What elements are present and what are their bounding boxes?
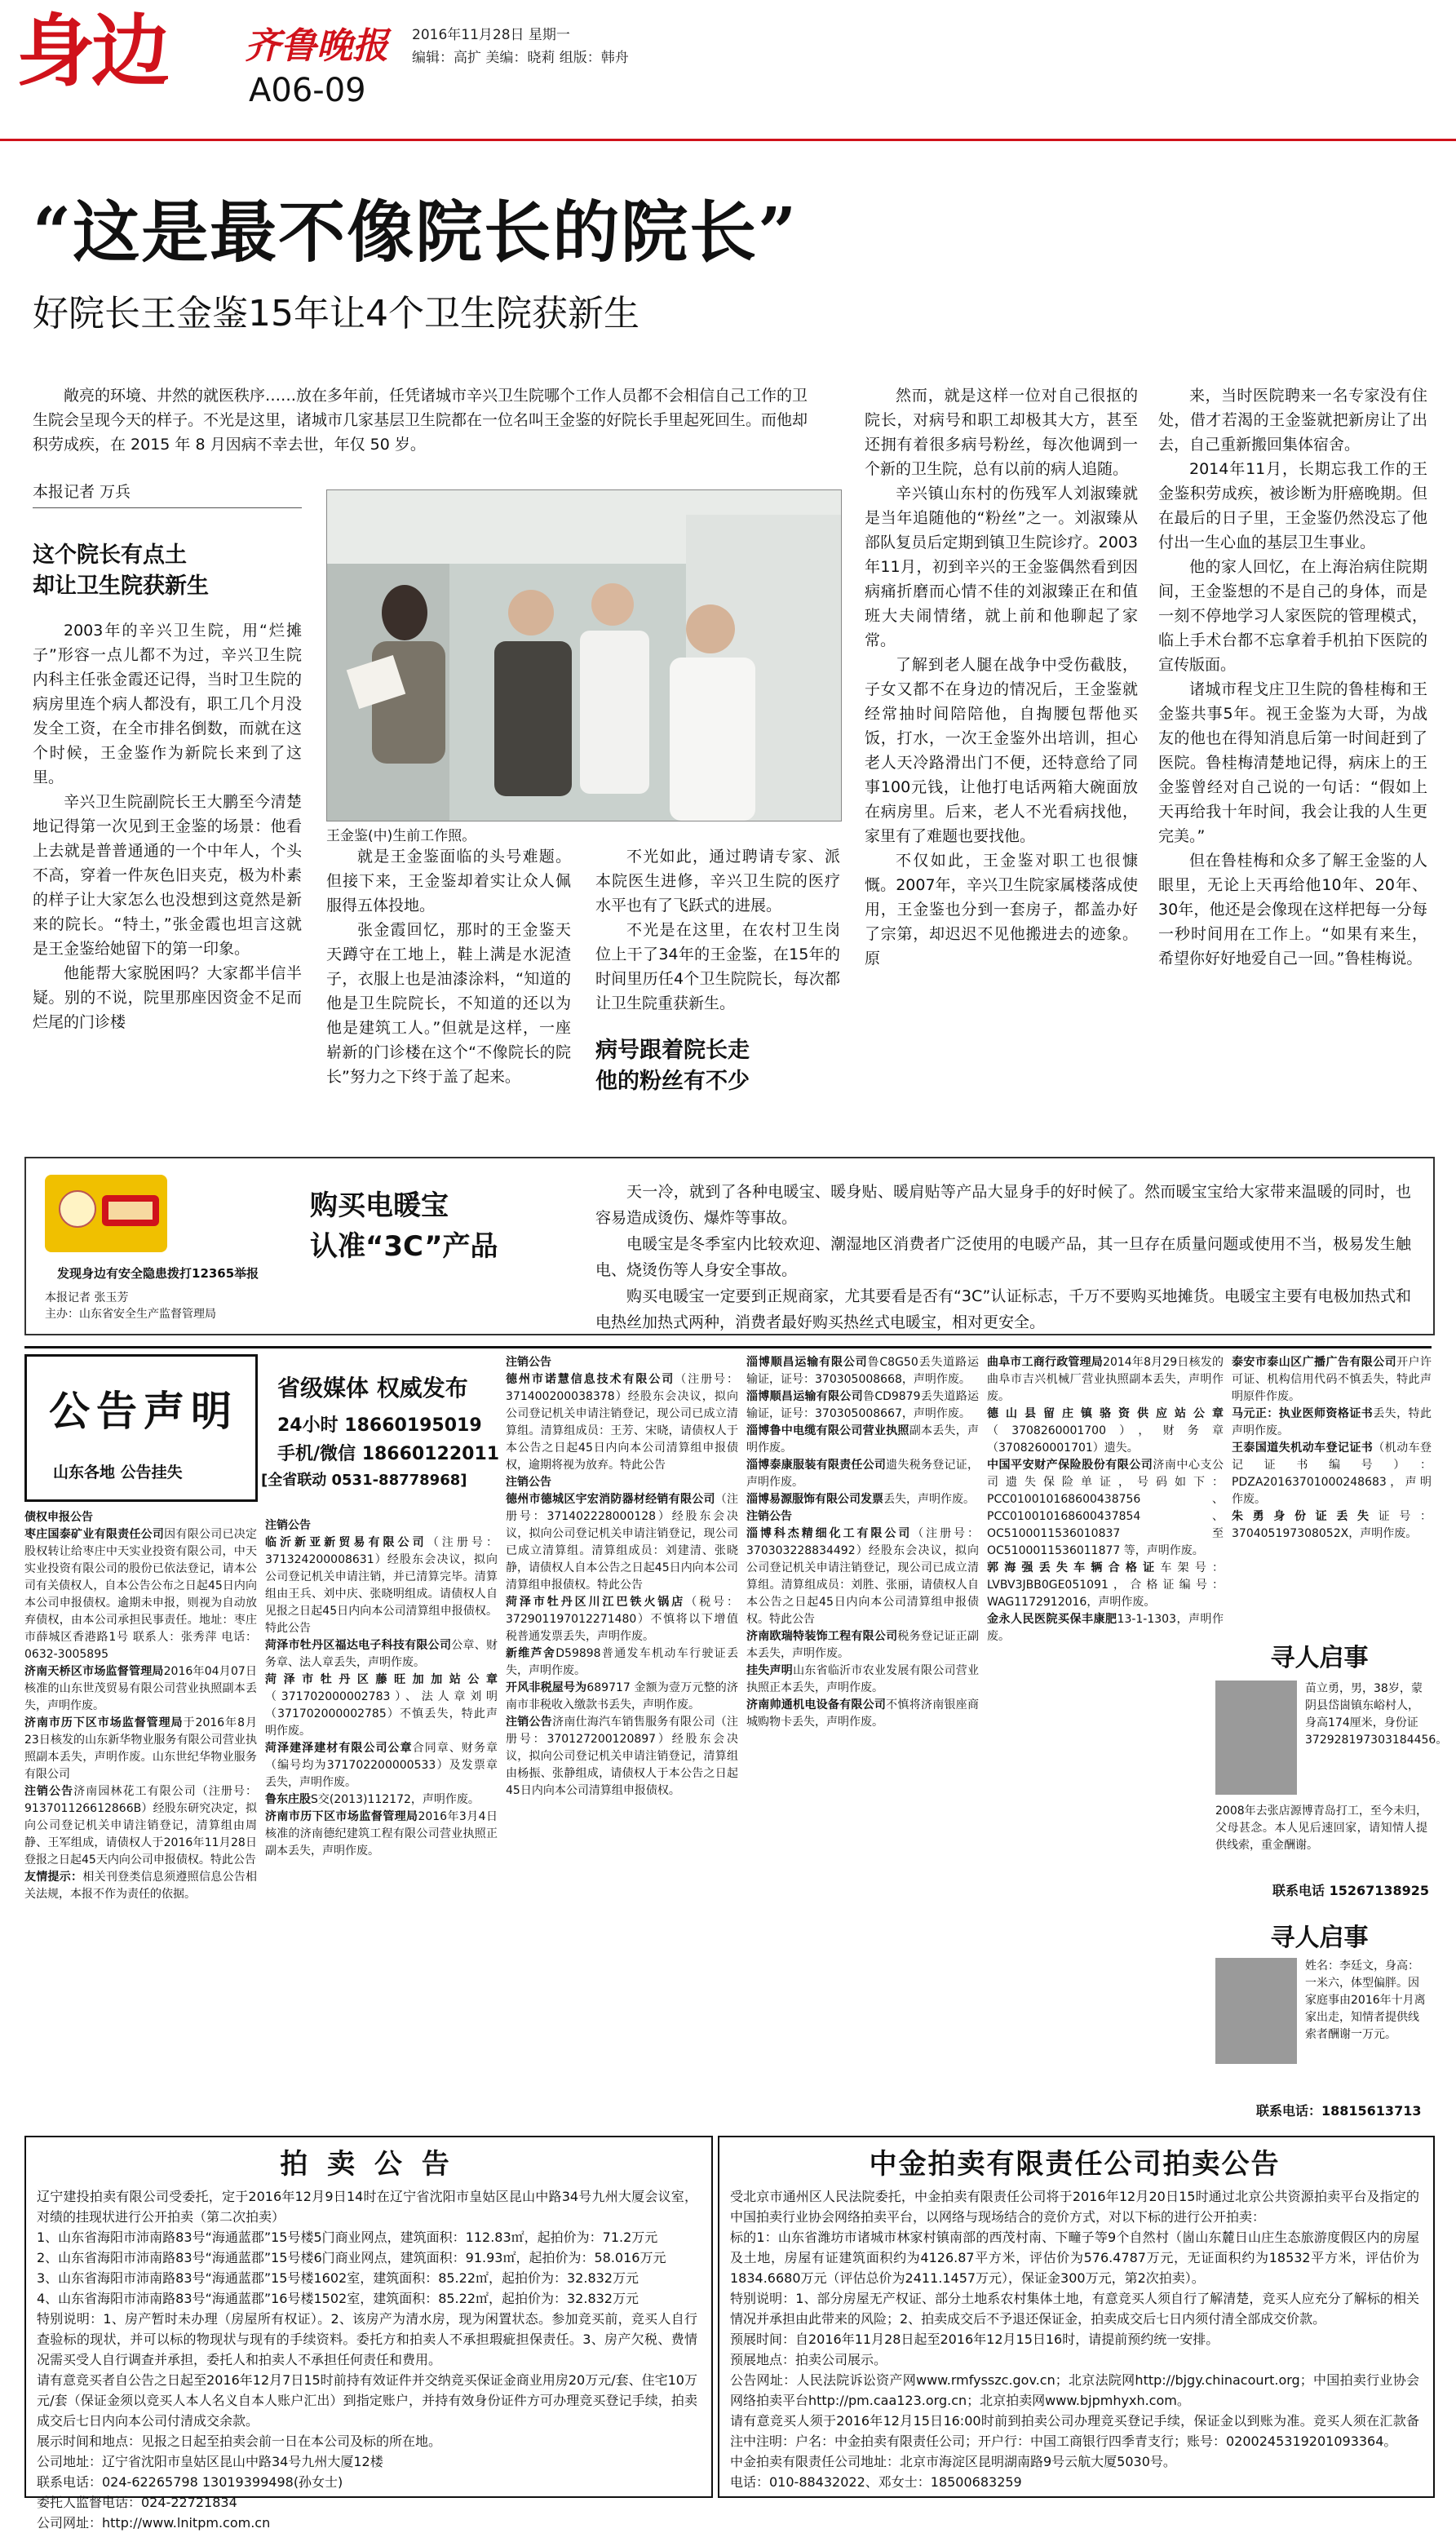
notice-item xyxy=(506,1645,738,1680)
notice-text: 相关刊登类信息须遵照信息公告相关法规，本报不作为责任的依据。 xyxy=(24,1871,258,1901)
article-column-4 xyxy=(865,383,1138,971)
notice-text: 副本丢失，声明作废。 xyxy=(746,1424,980,1455)
notice-item xyxy=(265,1791,498,1809)
notice-item xyxy=(24,1663,257,1715)
notice-text: 济南园林花工有限公司（注册号：913701126612866B）经股东研究决定，拟向公司登记机关申请注销登记，清算组由周静、王军组成，请债权人于2016年11月28日登报之日起45天内向公司申报债权。特此公告 xyxy=(24,1785,258,1867)
notice-heading: 债权申报公告 xyxy=(24,1511,93,1524)
notice-text: 2016年04月07日核准的山东世茂贸易有限公司营业执照副本丢失，声明作废。 xyxy=(24,1665,257,1712)
notice-text: （机动车登记证书编号）：PDZA20163701000248683，声明作废。 xyxy=(1232,1441,1432,1506)
paragraph: 不光是在这里，在农村卫生岗位上干了34年的王金鉴，在15年的时间里历任4个卫生院院长，每次都让卫生院重获新生。 xyxy=(595,921,840,1012)
photo-caption: 王金鉴(中)生前工作照。 xyxy=(326,828,476,844)
paragraph: 购买电暖宝一定要到正规商家，尤其要看是否有“3C”认证标志，千万不要购买地摊货。电暖宝主要有电极加热式和电热丝加热式两种，消费者最好购买热丝式电暖宝，相对更安全。 xyxy=(595,1287,1411,1331)
notice-heading: 挂失声明 xyxy=(746,1664,794,1677)
paragraph: 请有意竞买人须于2016年12月15日16:00时前到拍卖公司办理竞买登记手续，保证金以到账为准。竞买人须在汇款备注中注明：户名：中金拍卖有限责任公司；开户行：中国工商银行四季青支行；账号：0200245319201093364。 xyxy=(730,2413,1419,2449)
notice-text: 鲁CD9879丢失道路运输证，证号：370305008667，声明作废。 xyxy=(746,1390,980,1420)
notice-heading: 泰安市泰山区广播广告有限公司 xyxy=(1232,1356,1397,1369)
ad-title-line2: 认准“3C”产品 xyxy=(310,1230,498,1263)
notice-column-4 xyxy=(746,1354,979,1731)
article-lead: 敞亮的环境、井然的就医秩序……放在多年前，任凭诸城市辛兴卫生院哪个工作人员都不会相信自己工作的卫生院会呈现今天的样子。不光是这里，诸城市几家基层卫生院都在一位名叫王金鉴的好院长手里起死回生。而他却积劳成疾，在 2015 年 8 月因病不幸去世，年仅 50 岁。 xyxy=(33,387,808,454)
paragraph: 4、山东省海阳市沛南路83号“海通蓝郡”16号楼1502室，建筑面积：85.22㎡，起拍价为：32.832万元 xyxy=(37,2291,639,2306)
notice-item xyxy=(746,1508,979,1526)
notice-item xyxy=(265,1809,498,1860)
paragraph: 张金霞回忆，那时的王金鉴天天蹲守在工地上，鞋上满是水泥渣子，衣服上也是油漆涂料，“知道的他是卫生院院长，不知道的还以为他是建筑工人。”但就是这样，一座崭新的门诊楼在这个“不像院长的院长”努力之下终于盖了起来。 xyxy=(326,921,571,1086)
notice-heading: 淄博泰康服装有限责任公司 xyxy=(746,1459,887,1472)
notice-heading: 曲阜市工商行政管理局 xyxy=(987,1356,1104,1369)
notice-text: 因有限公司已决定股权转让给枣庄中天实业投资有限公司，中天实业投资有限公司的股份已依法登记，请本公司有关债权人，自本公告公布之日起45日内向本公司申报债权。逾期未申报，则视为自动放弃债权，由本公司承担民事责任。地址：枣庄市薛城区香港路1号 联系人：张秀萍 电话：0632-3005895 xyxy=(24,1528,258,1661)
byline: 本报记者 万兵 xyxy=(33,483,131,501)
notice-text: 济南仕海汽车销售服务有限公司（注册号：370127200120897）经股东会决议，拟向公司登记机关申请注销登记，清算组由杨振、张静组成，请债权人于本公告之日起45日内向本公司清算组申报债权。 xyxy=(506,1716,739,1797)
notice-heading: 金永人民医院买保丰康肥 xyxy=(987,1613,1117,1626)
notice-heading: 菏泽建泽建材有限公司公章 xyxy=(265,1742,413,1755)
ad-body xyxy=(595,1179,1411,1335)
notice-heading: 淄博易源服饰有限公司发票 xyxy=(746,1493,883,1506)
notice-text: 丢失，声明作废。 xyxy=(883,1493,975,1506)
paragraph: 3、山东省海阳市沛南路83号“海通蓝郡”15号楼1602室，建筑面积：85.22㎡，起拍价为：32.832万元 xyxy=(37,2270,639,2286)
notice-item xyxy=(506,1354,738,1371)
notice-item xyxy=(506,1491,738,1594)
notice-rule xyxy=(24,1346,1432,1348)
notice-item xyxy=(265,1517,498,1534)
notice-item xyxy=(987,1406,1224,1457)
notice-item xyxy=(24,1526,257,1663)
notice-heading: 注销公告 xyxy=(506,1356,551,1369)
notice-item xyxy=(265,1534,498,1637)
notice-item xyxy=(987,1354,1224,1406)
paragraph: 辽宁建投拍卖有限公司受委托，定于2016年12月9日14时在辽宁省沈阳市皇姑区昆山中路34号九州大厦会议室，对绩的挂现状进行公开拍卖（第二次拍卖） xyxy=(37,2189,697,2225)
paragraph: 他能帮大家脱困吗？大家都半信半疑。别的不说，院里那座因资金不足而烂尾的门诊楼 xyxy=(33,964,302,1031)
notice-heading: 淄博鲁中电缆有限公司营业执照 xyxy=(746,1424,909,1437)
notice-text: （注册号：371400200038378）经股东会决议，拟向公司登记机关申请注销登记，现公司已成立清算组。清算组成员：王芳、宋晓，请债权人于本公告之日起45日内向本公司清算组申报债权，逾期将视为放弃。特此公告 xyxy=(506,1373,738,1472)
header-rule xyxy=(0,139,1456,141)
notice-text: 鲁C8G50丢失道路运输证，证号：370305008668，声明作废。 xyxy=(746,1356,979,1386)
notice-text: 合同章、财务章（编号均为371702200000533）及发票章丢失，声明作废。 xyxy=(265,1742,498,1789)
notice-item xyxy=(1232,1508,1432,1543)
paragraph: 特别说明：1、房产暂时未办理（房屋所有权证）。2、该房产为清水房，现为闲置状态。参加竞买前，竞买人自行查验标的现状，并可以标的物现状与现有的手续资料。委托方和拍卖人不承担瑕疵担保责任。3、房产欠税、费情况需买受人自行调查并承担，委托人和拍卖人不承担任何责任和费用。 xyxy=(37,2311,697,2367)
notice-heading: 济南市历下区市场监督管理局 xyxy=(265,1810,418,1823)
notice-item xyxy=(987,1611,1224,1645)
notice-text: 税务登记证正副本丢失，声明作废。 xyxy=(746,1630,980,1660)
notice-heading: 德州市诺慧信息技术有限公司 xyxy=(506,1373,675,1386)
paragraph: 请有意竞买者自公告之日起至2016年12月7日15时前持有效证件并交纳竞买保证金商业用房20万元/套、住宅10万元/套（保证金须以竞买人本人名义自本人账户汇出）到指定账户，并持有效身份证件方可办理竞买登记手续，拍卖成交后七日内向本公司付清成交余款。 xyxy=(37,2372,697,2429)
newspaper-logo: 齐鲁晚报 xyxy=(245,25,388,67)
notice-phone-2: 手机/微信 18660122011 xyxy=(277,1444,500,1464)
missing-person-text: 苗立勇，男，38岁，蒙阴县岱崮镇东峪村人，身高174厘米，身份证372928197303184456。 xyxy=(1305,1682,1448,1747)
notice-item xyxy=(265,1740,498,1791)
paragraph: 标的1：山东省潍坊市诸城市林家村镇南部的西茂村南、下疃子等9个自然村（崮山东麓日山庄生态旅游度假区内的房屋及土地，房屋有证建筑面积约为4126.87平方米，评估价为576.4787万元，无证面积约为18532平方米，评估价为1834.6680万元（评估总价为2411.1457万元），保证金300万元，第2次拍卖）。 xyxy=(730,2230,1419,2286)
notice-text: （3708260001700），财务章（3708260001701）遗失。 xyxy=(987,1424,1224,1455)
notice-item xyxy=(746,1354,979,1388)
paragraph: 公司地址：辽宁省沈阳市皇姑区昆山中路34号九州大厦12楼 xyxy=(37,2454,383,2469)
notice-heading: 菏泽市牡丹区藤旺加加站公章 xyxy=(265,1673,498,1686)
notice-column-3 xyxy=(506,1354,738,1800)
notice-text: 济南中心支公司遗失保险单证，号码如下：PCC010010168600438756、PCC010010168600437854、OC5100011536010837 至 OC5100011536011877 等，声明作废。 xyxy=(987,1459,1224,1557)
notice-item xyxy=(746,1388,979,1423)
auction-2-body xyxy=(730,2186,1419,2492)
notice-text: 2016年3月4日核准的济南德纪建筑工程有限公司营业执照正副本丢失，声明作废。 xyxy=(265,1810,498,1858)
notice-text: （税号：372901197012271480）不慎将以下增值税普通发票丢失，声明作废。 xyxy=(506,1596,738,1643)
article-subhead: 病号跟着院长走 他的粉丝有不少 xyxy=(595,1038,750,1094)
paragraph: 2、山东省海阳市沛南路83号“海通蓝郡”15号楼6门商业网点，建筑面积：91.93㎡，起拍价为：58.016万元 xyxy=(37,2250,666,2265)
byline-rule xyxy=(33,507,302,508)
notice-text: 不慎将济南银座商城购物卡丢失，声明作废。 xyxy=(746,1698,980,1729)
safety-cartoon-icon xyxy=(45,1175,167,1252)
notice-heading: 开风非税屋号为 xyxy=(506,1681,587,1694)
notice-column-1 xyxy=(24,1509,257,1903)
notice-heading: 菏泽市牡丹区福达电子科技有限公司 xyxy=(265,1639,452,1652)
paragraph: 来，当时医院聘来一名专家没有住处，借才若渴的王金鉴就把新房让了出去，自己重新搬回集体宿舍。 xyxy=(1158,387,1427,454)
article-photo xyxy=(326,489,842,821)
notice-item xyxy=(987,1457,1224,1560)
notice-text: S交(2013)112172，声明作废。 xyxy=(311,1793,480,1806)
notice-heading: 济南天桥区市场监督管理局 xyxy=(24,1665,164,1678)
notice-heading: 注销公告 xyxy=(746,1510,792,1523)
notice-item xyxy=(265,1672,498,1740)
missing-person-2-phone: 联系电话：18815613713 xyxy=(1256,2103,1422,2119)
paragraph: 辛兴镇山东村的伤残军人刘淑臻就是当年追随他的“粉丝”之一。刘淑臻从部队复员后定期到镇卫生院诊疗。2003年11月，初到辛兴的王金鉴偶然看到因病痛折磨而心情不佳的刘淑臻正在和值班大夫闹情绪，就上前和他聊起了家常。 xyxy=(865,485,1138,649)
paragraph: 展示时间和地点：见报之日起至拍卖会前一日在本公司及标的所在地。 xyxy=(37,2433,442,2449)
headline: “这是最不像院长的院长” xyxy=(33,193,799,272)
notice-item xyxy=(746,1628,979,1663)
notice-text: 于2016年8月23日核发的山东新华物业服务有限公司营业执照副本丢失，声明作废。山东世纪华物业服务有限公司 xyxy=(24,1716,258,1781)
notice-title: 公告声明 xyxy=(49,1387,238,1435)
editor-credits: 编辑：高扩 美编：晓莉 组版：韩舟 xyxy=(412,50,629,66)
notice-heading: 郭海强丢失车辆合格证 xyxy=(987,1561,1161,1574)
notice-text: （371702000002783）、法人章刘明（371702000002785）不慎丢失，特此声明作废。 xyxy=(265,1690,498,1738)
paragraph: 特别说明：1、部分房屋无产权证、部分土地系农村集体土地，有意竞买人须自行了解清楚，竞买人应充分了解标的相关情况并承担由此带来的风险；2、拍卖成交后不予退还保证金，拍卖成交后七日内须付清全部成交价款。 xyxy=(730,2291,1419,2327)
auction-1-body xyxy=(37,2186,697,2533)
missing-person-photo xyxy=(1215,1681,1297,1795)
notice-text: （注册号：370303228834492）经股东会决议，拟向公司登记机关申请注销登记，现公司已成立清算组。清算组成员：刘胜、张丽，请债权人自本公告之日起45日内向本公司清算组申报债权。特此公告 xyxy=(746,1527,979,1626)
notice-heading: 临沂新亚新贸易有限公司 xyxy=(265,1536,427,1549)
missing-person-2-title: 寻人启事 xyxy=(1270,1924,1369,1952)
paragraph: 就是王金鉴面临的头号难题。但接下来，王金鉴却着实让众人佩服得五体投地。 xyxy=(326,848,571,914)
notice-heading: 友情提示： xyxy=(24,1871,83,1884)
notice-item xyxy=(24,1869,257,1903)
notice-heading: 注销公告 xyxy=(506,1716,553,1729)
photo-illustration xyxy=(327,490,841,821)
notice-item xyxy=(506,1371,738,1474)
article-column-5 xyxy=(1158,383,1427,971)
notice-text: （注册号：371324200008631）经股东会决议，拟向公司登记机关申请注销，并已清算完毕。清算组由王兵、刘中庆、张晓明组成。请债权人自见报之日起45日内向本公司清算组申报债权。特此公告 xyxy=(265,1536,498,1635)
notice-heading: 枣庄国泰矿业有限责任公司 xyxy=(24,1528,165,1541)
page-number: A06-09 xyxy=(249,72,366,109)
missing-person-phone: 联系电话 15267138925 xyxy=(1272,1883,1430,1898)
missing-person-2-text: 姓名：李廷文，身高：一米六，体型偏胖。因家庭事由2016年十月离家出走，知情者提供线索者酬谢一万元。 xyxy=(1305,1960,1426,2041)
notice-item xyxy=(24,1509,257,1526)
notice-item xyxy=(506,1714,738,1800)
paragraph: 中金拍卖有限责任公司地址：北京市海淀区昆明湖南路9号云航大厦5030号。 xyxy=(730,2454,1176,2469)
ad-title-line1: 购买电暖宝 xyxy=(310,1189,449,1222)
notice-text: 车架号：LVBV3JBB0GE051091，合格证编号：WAG1172912016，声明作废。 xyxy=(987,1561,1224,1609)
paragraph: 天一冷，就到了各种电暖宝、暖身贴、暖肩贴等产品大显身手的好时候了。然而暖宝宝给大家带来温暖的同时，也容易造成烫伤、爆炸等事故。 xyxy=(595,1183,1411,1227)
notice-region: 山东各地 公告挂失 xyxy=(53,1464,183,1481)
notice-heading: 新维芦舍 xyxy=(506,1647,556,1660)
paragraph: 1、山东省海阳市沛南路83号“海通蓝郡”15号楼5门商业网点，建筑面积：112.83㎡，起拍价为：71.2万元 xyxy=(37,2230,658,2245)
notice-text: （注册号：371402228000128）经股东会决议，拟向公司登记机关申请注销登记，现公司已成立清算组。清算组成员：刘建清、张晓静，请债权人自本公告之日起45日内向本公司清算组申报债权。特此公告 xyxy=(506,1493,739,1592)
notice-phone-1: 24小时 18660195019 xyxy=(277,1415,482,1436)
notice-heading: 王泰国道失机动车登记证书 xyxy=(1232,1441,1374,1455)
paragraph: 辛兴卫生院副院长王大鹏至今清楚地记得第一次见到王金鉴的场景：他看上去就是普普通通的一个中年人，个头不高，穿着一件灰色旧夹克，极为朴素的样子让大家怎么也没想到这竟然是新来的院长。“特土，”张金霞也坦言这就是王金鉴给她留下的第一印象。 xyxy=(33,793,302,958)
notice-item xyxy=(24,1715,257,1783)
notice-text: 2014年8月29日核发的曲阜市吉兴机械厂营业执照副本丢失，声明作废。 xyxy=(987,1356,1224,1403)
notice-heading: 注销公告 xyxy=(265,1519,311,1532)
notice-text: 开户许可证、机构信用代码不慎丢失，特此声明原件作废。 xyxy=(1232,1356,1432,1403)
notice-text: 山东省临沂市农业发展有限公司营业执照正本丢失，声明作废。 xyxy=(746,1664,980,1694)
notice-item xyxy=(265,1637,498,1672)
notice-heading: 注销公告 xyxy=(506,1476,551,1489)
issue-date: 2016年11月28日 星期一 xyxy=(412,27,570,43)
notice-column-6 xyxy=(1232,1354,1432,1543)
ad-hotline: 发现身边有安全隐患拨打12365举报 xyxy=(57,1266,259,1281)
paragraph: 预展地点：拍卖公司展示。 xyxy=(730,2352,887,2367)
notice-heading: 鲁东庄股 xyxy=(265,1793,311,1806)
article-column-1 xyxy=(33,540,302,1034)
paragraph: 电暖宝是冬季室内比较欢迎、潮湿地区消费者广泛使用的电暖产品，其一旦存在质量问题或使用不当，极易发生触电、烧烫伤等人身安全事故。 xyxy=(595,1235,1411,1279)
article-column-3 xyxy=(595,844,840,1114)
notice-item xyxy=(746,1457,979,1491)
notice-heading: 淄博科杰精细化工有限公司 xyxy=(746,1527,913,1540)
paragraph: 不仅如此，王金鉴对职工也很慷慨。2007年，辛兴卫生院家属楼落成使用，王金鉴也分到一套房子，都盖办好了宗第，却迟迟不见他搬进去的迹象。原 xyxy=(865,852,1138,968)
notice-text: D59898普通发车机动车行驶证丢失，声明作废。 xyxy=(506,1647,738,1677)
paragraph: 2014年11月，长期忘我工作的王金鉴积劳成疾，被诊断为肝癌晚期。但在最后的日子里，王金鉴仍然没忘了他付出一生心血的基层卫生事业。 xyxy=(1158,460,1427,551)
notice-item xyxy=(1232,1440,1432,1508)
paragraph: 公司网址：http://www.lnitpm.com.cn xyxy=(37,2515,271,2531)
missing-person-details: 2008年去张店源博青岛打工，至今未归，父母甚念。本人见后速回家，请知情人提供线索，重金酬谢。 xyxy=(1215,1805,1427,1852)
paragraph: 不光如此，通过聘请专家、派本院医生进修，辛兴卫生院的医疗水平也有了飞跃式的进展。 xyxy=(595,848,840,914)
section-title: 身边 xyxy=(16,5,166,97)
notice-column-5 xyxy=(987,1354,1224,1645)
notice-heading: 淄博顺昌运输有限公司 xyxy=(746,1356,868,1369)
notice-heading: 朱勇身份证丢失 xyxy=(1232,1510,1379,1523)
notice-heading: 淄博顺昌运输有限公司 xyxy=(746,1390,864,1403)
notice-item xyxy=(24,1783,257,1869)
paragraph: 2003年的辛兴卫生院，用“烂摊子”形容一点儿都不为过，辛兴卫生院内科主任张金霞还记得，当时卫生院的病房里连个病人都没有，职工几个月没发全工资，在全市排名倒数，而就在这个时候，王金鉴作为新院长来到了这里。 xyxy=(33,622,302,786)
notice-item xyxy=(746,1423,979,1457)
auction-1-title: 拍 卖 公 告 xyxy=(280,2148,454,2181)
auction-2-title: 中金拍卖有限责任公司拍卖公告 xyxy=(869,2148,1281,2181)
missing-person-title: 寻人启事 xyxy=(1270,1644,1369,1672)
ad-host: 主办：山东省安全生产监督管理局 xyxy=(45,1308,216,1321)
notice-item xyxy=(1232,1354,1432,1406)
ad-reporter: 本报记者 张玉芳 xyxy=(45,1291,129,1304)
notice-item xyxy=(506,1680,738,1714)
paragraph: 他的家人回忆，在上海治病住院期间，王金鉴想的不是自己的身体，而是一刻不停地学习人家医院的管理模式，临上手术台都不忘拿着手机拍下医院的宣传版面。 xyxy=(1158,558,1427,674)
notice-heading: 济南市历下区市场监督管理局 xyxy=(24,1716,184,1729)
notice-slogan: 省级媒体 权威发布 xyxy=(277,1375,468,1402)
notice-item xyxy=(506,1474,738,1491)
paragraph: 诸城市程戈庄卫生院的鲁桂梅和王金鉴共事5年。视王金鉴为大哥，为战友的他也在得知消息后第一时间赶到了医院。鲁桂梅清楚地记得，病床上的王金鉴曾经对自己说的一句话：“假如上天再给我十年时间，我会让我的人生更完美。” xyxy=(1158,680,1427,845)
notice-item xyxy=(746,1491,979,1508)
notice-heading: 济南欧瑞特装饰工程有限公司 xyxy=(746,1630,898,1643)
notice-text: 689717 金额为壹万元整的济南市非税收入缴款书丢失，声明作废。 xyxy=(506,1681,738,1712)
notice-item xyxy=(506,1594,738,1645)
missing-person-2-photo xyxy=(1215,1958,1297,2064)
notice-heading: 马元正：执业医师资格证书 xyxy=(1232,1407,1374,1420)
paragraph: 委托人监督电话：024-22721834 xyxy=(37,2495,237,2510)
notice-heading: 济南帅通机电设备有限公司 xyxy=(746,1698,887,1712)
notice-heading: 中国平安财产保险股份有限公司 xyxy=(987,1459,1153,1472)
paragraph: 预展时间：自2016年11月28日起至2016年12月15日16时，请提前预约统一安排。 xyxy=(730,2332,1219,2347)
paragraph: 电话：010-88432022、邓女士：18500683259 xyxy=(730,2474,1022,2490)
notice-heading: 德山县留庄镇骆资供应站公章 xyxy=(987,1407,1224,1420)
notice-province-line: [全省联动 0531-88778968] xyxy=(261,1472,467,1489)
notice-item xyxy=(987,1560,1224,1611)
notice-heading: 注销公告 xyxy=(24,1785,74,1798)
notice-item xyxy=(746,1663,979,1697)
paragraph: 然而，就是这样一位对自己很抠的院长，对病号和职工却极其大方，甚至还拥有着很多病号粉丝，每次他调到一个新的卫生院，总有以前的病人追随。 xyxy=(865,387,1138,478)
notice-text: 遗失税务登记证，声明作废。 xyxy=(746,1459,980,1489)
paragraph: 公告网址：人民法院诉讼资产网www.rmfysszc.gov.cn；北京法院网http://bjgy.chinacourt.org；中国拍卖行业协会网络拍卖平台http://pm.caa123.org.cn；北京拍卖网www.bjpmhyxh.com。 xyxy=(730,2372,1419,2408)
notice-heading: 德州市德城区宇宏消防器材经销有限公司 xyxy=(506,1493,715,1506)
notice-column-2 xyxy=(265,1517,498,1860)
paragraph: 联系电话：024-62265798 13019399498(孙女士) xyxy=(37,2474,343,2490)
notice-item xyxy=(746,1526,979,1628)
notice-text: 证号：370405197308052X，声明作废。 xyxy=(1232,1510,1432,1540)
paragraph: 受北京市通州区人民法院委托，中金拍卖有限责任公司将于2016年12月20日15时通过北京公共资源拍卖平台及指定的中国拍卖行业协会网络拍卖平台，以网络与现场结合的竞价方式，对以下标的进行公开拍卖： xyxy=(730,2189,1419,2225)
subheadline: 好院长王金鉴15年让4个卫生院获新生 xyxy=(33,293,639,334)
notice-heading: 菏泽市牡丹区川江巴铁火锅店 xyxy=(506,1596,686,1609)
notice-text: 13-1-1303，声明作废。 xyxy=(987,1613,1224,1643)
notice-item xyxy=(746,1697,979,1731)
notice-text: 丢失，特此声明作废。 xyxy=(1232,1407,1432,1437)
notice-item xyxy=(1232,1406,1432,1440)
paragraph: 了解到老人腿在战争中受伤截肢，子女又都不在身边的情况后，王金鉴就经常抽时间陪陪他，自掏腰包帮他买饭，打水，一次王金鉴外出培训，担心老人天冷路滑出门不便，还特意给了同事100元钱，让他打电话两箱大碗面放在病房里。后来，老人不光看病找他，家里有了难题也要找他。 xyxy=(865,656,1138,845)
article-subhead: 这个院长有点土 却让卫生院获新生 xyxy=(33,542,209,599)
notice-text: 公章、财务章、法人章丢失，声明作废。 xyxy=(265,1639,498,1669)
article-column-2 xyxy=(326,844,571,1089)
paragraph: 但在鲁桂梅和众多了解王金鉴的人眼里，无论上天再给他10年、20年、30年，他还是会像现在这样把每一分每一秒时间用在工作上。“如果有来生，希望你好好地爱自己一回。”鲁桂梅说。 xyxy=(1158,852,1427,968)
